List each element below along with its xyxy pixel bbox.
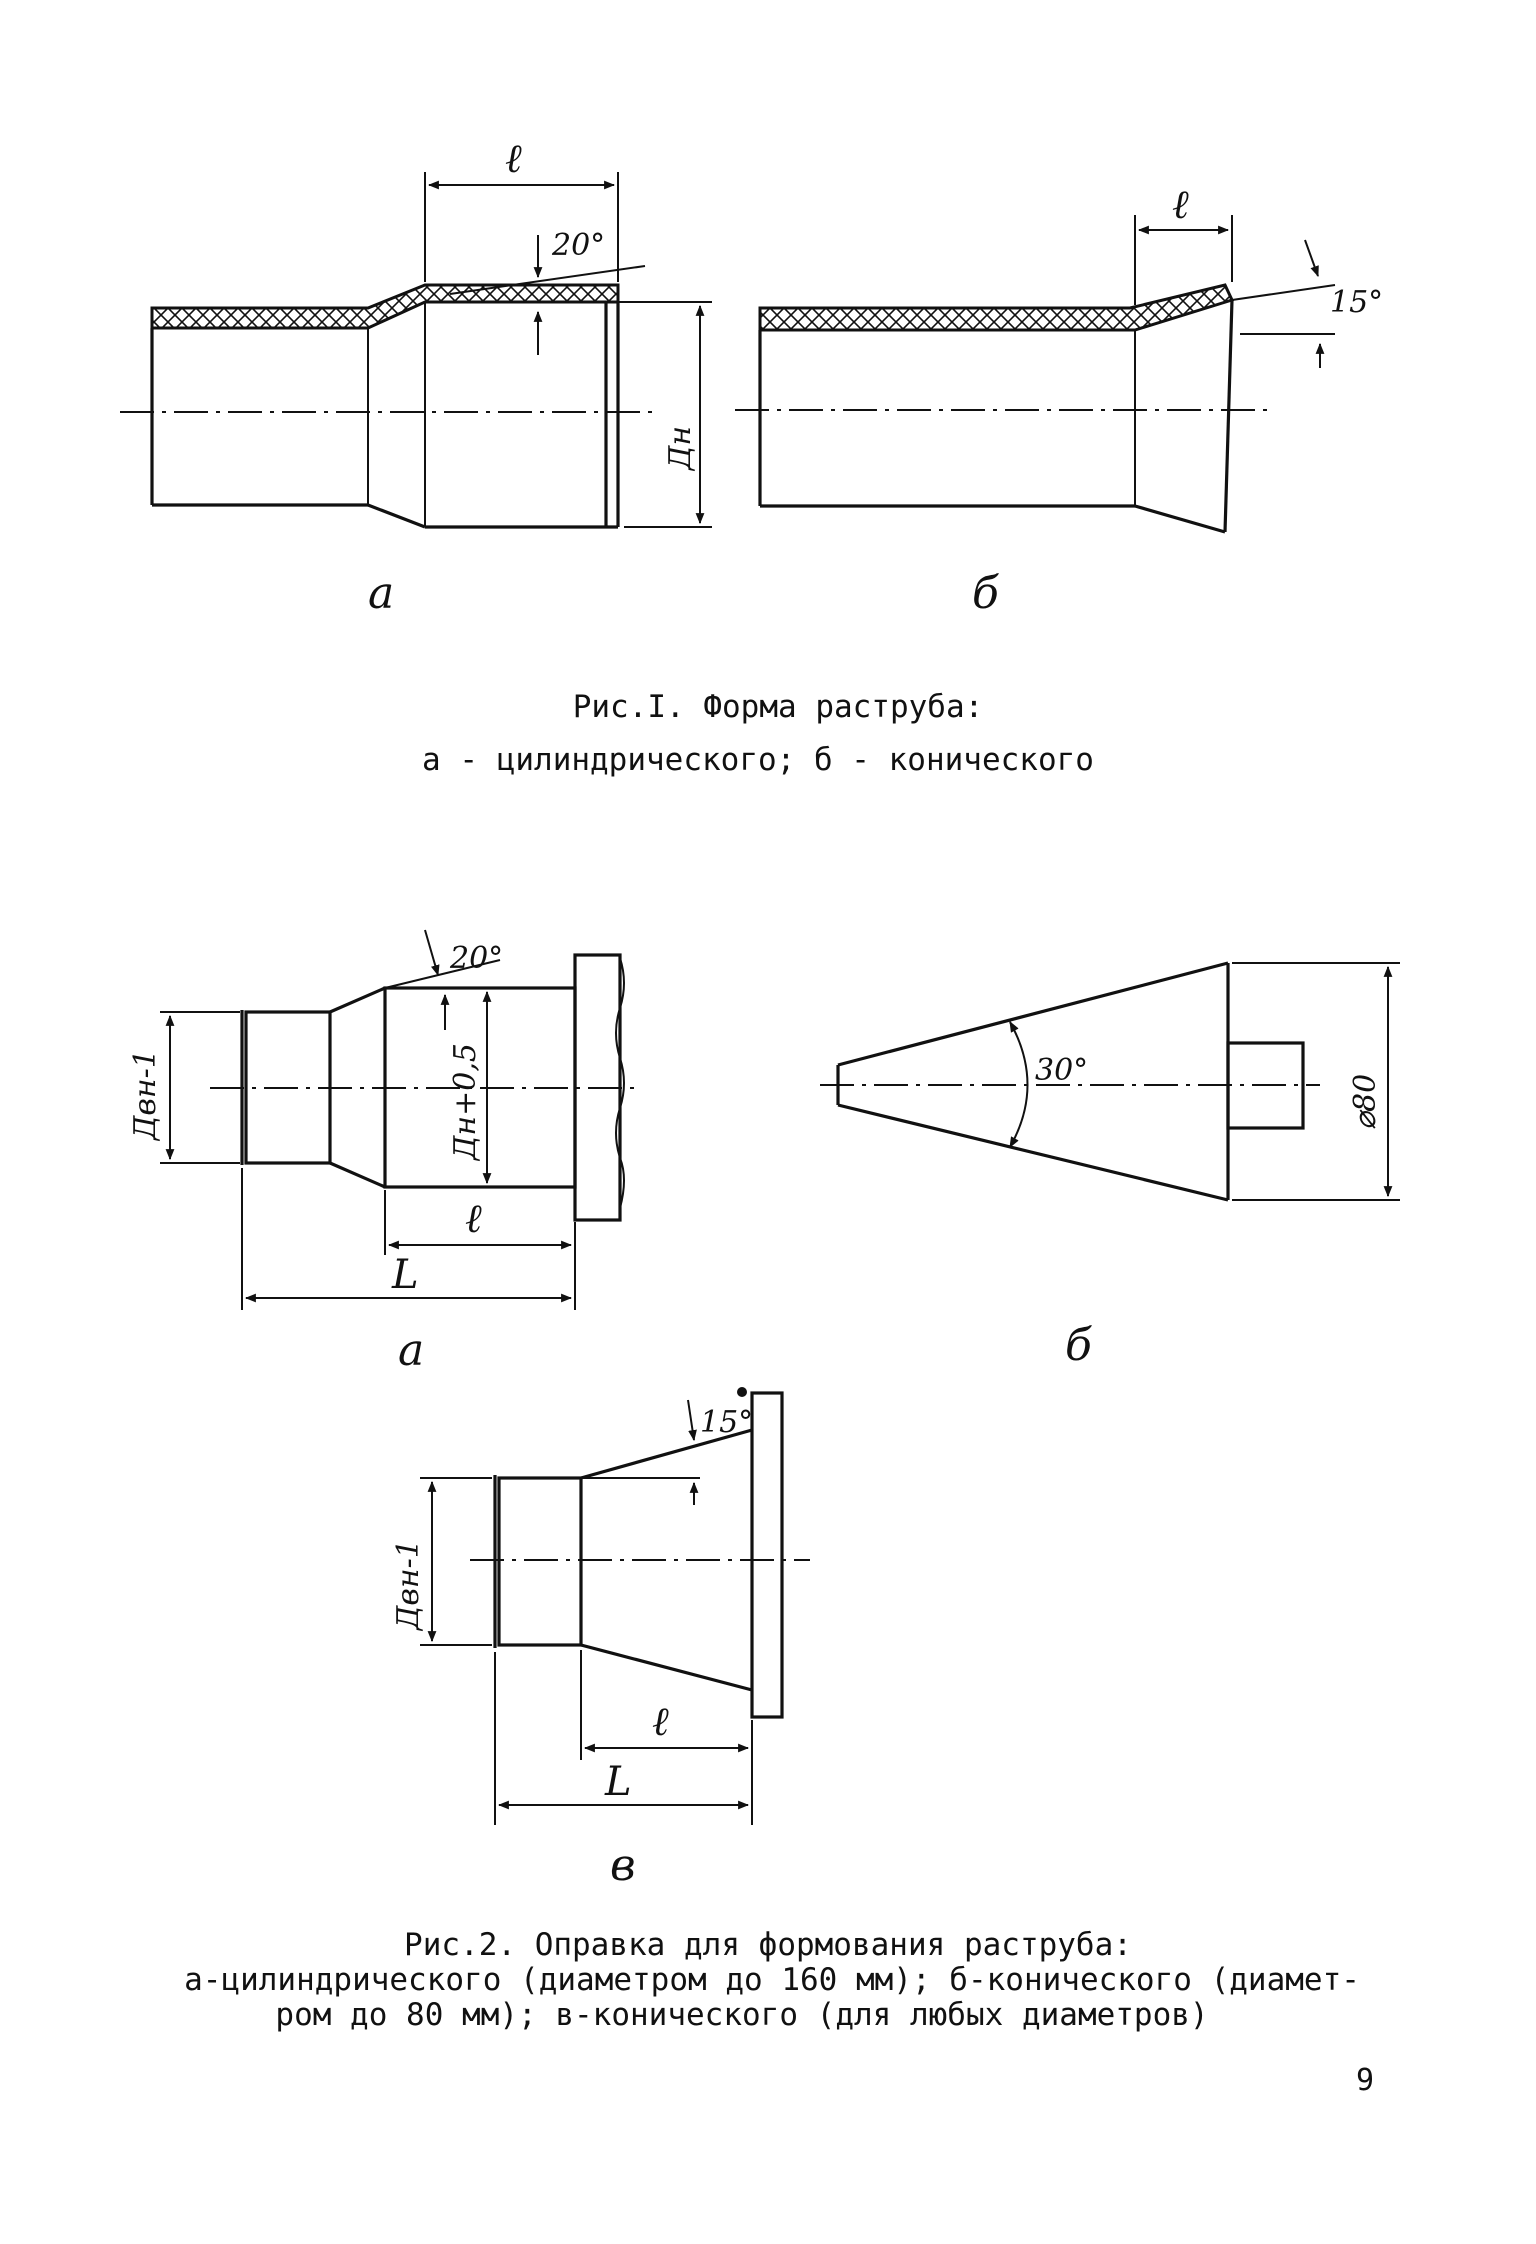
fig2-c-angle-label: 15° (700, 1405, 754, 1440)
fig1-b-conical-socket (735, 182, 1383, 619)
fig1-a-length-label: ℓ (505, 136, 522, 182)
fig1-caption-line1: Рис.I. Форма раструба: (572, 689, 984, 725)
fig2-c-inner-diameter-label: Двн-1 (391, 1539, 426, 1630)
fig2-caption-line3: ром до 80 мм); в-конического (для любых диаметров) (275, 1997, 1209, 2033)
fig2-b-diameter-label: ⌀80 (1348, 1073, 1383, 1130)
fig2-c-label: в (610, 1840, 636, 1891)
fig2-c-long-length-label: L (605, 1759, 632, 1805)
fig1-b-angle-label: 15° (1330, 285, 1384, 320)
fig1-b-label: б (972, 568, 999, 619)
fig1-a-cylindrical-socket (120, 136, 712, 619)
fig1-a-wall-hatch (152, 285, 618, 328)
fig2-a-outer-diameter-label: Дн+0,5 (448, 1043, 483, 1160)
fig2-c-short-length-label: ℓ (652, 1699, 669, 1745)
fig2-b-mandrel-conical (820, 963, 1400, 1371)
fig2-a-long-length-label: L (392, 1252, 419, 1298)
fig1-a-diameter-label: Дн (663, 425, 698, 470)
fig1-b-length-label: ℓ (1172, 182, 1189, 228)
fig1-a-label: а (368, 568, 395, 619)
fig2-a-angle-label: 20° (450, 941, 504, 976)
fig1-caption-line2: а - цилиндрического; б - конического (422, 742, 1094, 778)
fig2-a-angle-arrow (425, 930, 438, 975)
fig2-a-label: а (398, 1325, 425, 1376)
fig2-a-mandrel-cylindrical (128, 930, 640, 1376)
fig2-a-short-length-label: ℓ (465, 1196, 482, 1242)
fig2-c-angle-arrow (688, 1400, 694, 1440)
fig1-b-wall-hatch (760, 285, 1232, 330)
fig2-c-dot (737, 1387, 747, 1397)
fig2-b-angle-label: 30° (1035, 1053, 1089, 1088)
fig2-a-inner-diameter-label: Двн-1 (128, 1049, 163, 1140)
fig1-a-angle-label: 20° (552, 228, 606, 263)
page-number: 9 (1356, 2063, 1375, 2098)
fig2-b-label: б (1065, 1320, 1092, 1371)
fig2-caption-line1: Рис.2. Оправка для формования раструба: (404, 1927, 1132, 1963)
fig1-b-angle-arrow (1305, 240, 1318, 276)
fig2-c-mandrel-conical (391, 1387, 810, 1891)
fig2-caption-line2: а-цилиндрического (диаметром до 160 мм); б-конического (диамет- (184, 1962, 1360, 1998)
